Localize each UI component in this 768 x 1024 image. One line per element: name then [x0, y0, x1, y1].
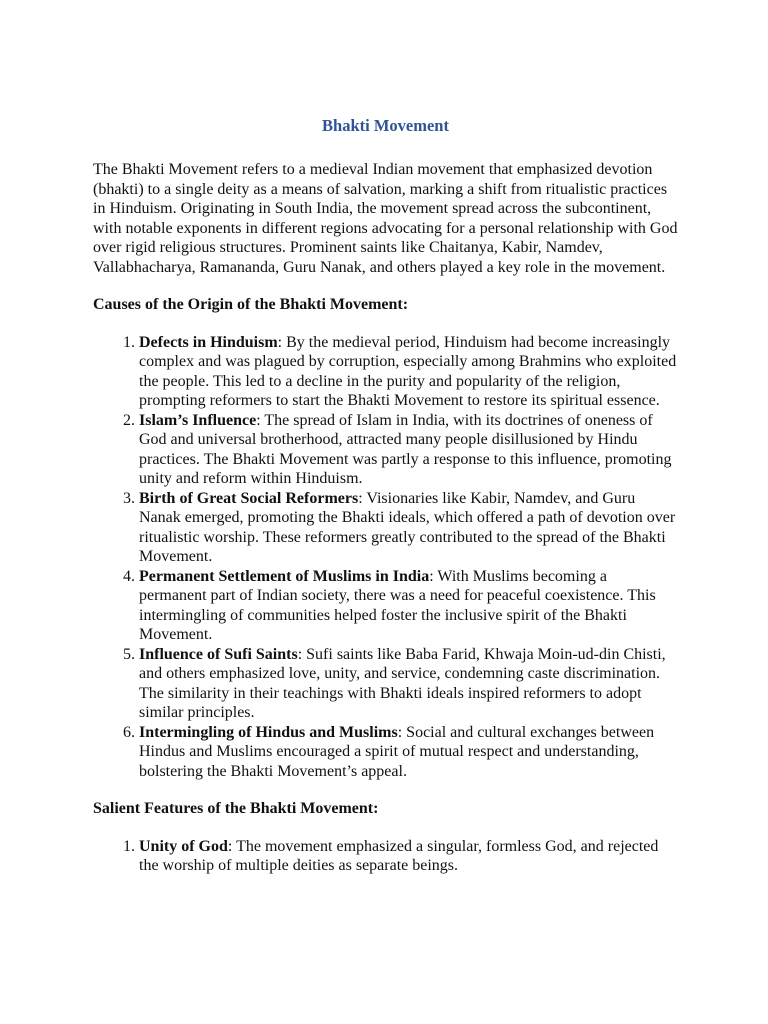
intro-paragraph: The Bhakti Movement refers to a medieval Indian movement that emphasized devotion (bhakti) to a single deity as a means of salvation, marking a shift from ritualistic practices in Hinduism. Originating in South India, the movement spread across the subcontinent, with notable exponents in different regions advocating for a personal relationship with God over rigid religious structures. Prominent saints like Chaitanya, Kabir, Namdev, Vallabhacharya, Ramananda, Guru Nanak, and others played a key role in the movement.: [93, 161, 678, 276]
document-title: Bhakti Movement: [322, 116, 449, 135]
item-title: Unity of God: [139, 837, 228, 855]
item-text: : Social and cultural exchanges between Hindus and Muslims encouraged a spirit of mutual respect and understanding, bolstering the Bhakti Movement’s appeal.: [139, 723, 655, 780]
item-text: : Sufi saints like Baba Farid, Khwaja Moin-ud-din Chisti, and others emphasized love, unity, and service, condemning caste discrimination. The similarity in their teachings with Bhakti ideals inspired reformers to adopt similar principles.: [139, 645, 666, 721]
list-item: [139, 489, 678, 567]
list-item: [139, 567, 678, 645]
list-item: [139, 723, 678, 782]
list-item: [139, 645, 678, 723]
causes-list: [93, 333, 678, 782]
item-text: : With Muslims becoming a permanent part of Indian society, there was a need for peaceful coexistence. This intermingling of communities helped foster the inclusive spirit of the Bhakti Movement.: [139, 567, 656, 643]
item-title: Defects in Hinduism: [139, 333, 278, 351]
features-list: [93, 837, 678, 876]
item-text: : By the medieval period, Hinduism had become increasingly complex and was plagued by corruption, especially among Brahmins who exploited the people. This led to a decline in the purity and popularity of the religion, prompting reformers to start the Bhakti Movement to restore its spiritual essence.: [139, 333, 677, 409]
item-title: Permanent Settlement of Muslims in India: [139, 567, 430, 585]
item-title: Intermingling of Hindus and Muslims: [139, 723, 398, 741]
item-text: : The spread of Islam in India, with its doctrines of oneness of God and universal brotherhood, attracted many people disillusioned by Hindu practices. The Bhakti Movement was partly a response to this influence, promoting unity and reform within Hinduism.: [139, 411, 672, 487]
item-text: : Visionaries like Kabir, Namdev, and Guru Nanak emerged, promoting the Bhakti ideals, which offered a path of devotion over ritualistic worship. These reformers greatly contributed to the spread of the Bhakti Movement.: [139, 489, 676, 565]
item-title: Islam’s Influence: [139, 411, 257, 429]
item-title: Influence of Sufi Saints: [139, 645, 298, 663]
list-item: [139, 411, 678, 489]
item-title: Birth of Great Social Reformers: [139, 489, 359, 507]
list-item: [139, 837, 678, 876]
features-heading: Salient Features of the Bhakti Movement:: [93, 800, 379, 817]
list-item: [139, 333, 678, 411]
causes-heading: Causes of the Origin of the Bhakti Movement:: [93, 296, 409, 313]
item-text: : The movement emphasized a singular, formless God, and rejected the worship of multiple deities as separate beings.: [139, 837, 659, 874]
